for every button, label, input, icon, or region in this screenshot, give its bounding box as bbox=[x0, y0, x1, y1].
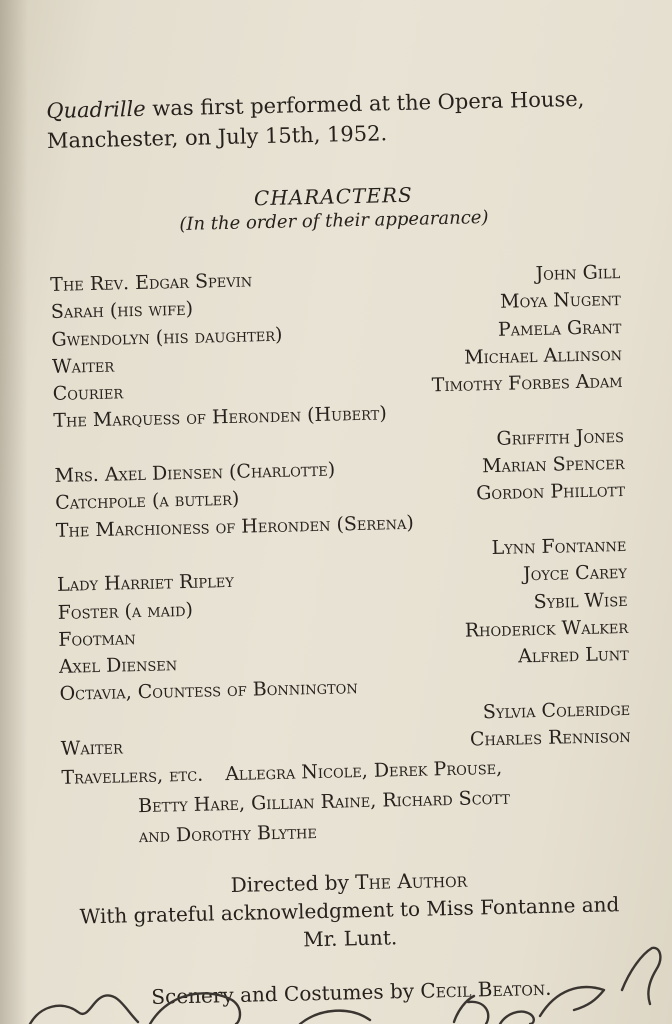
role: Waiter bbox=[51, 354, 115, 378]
actor bbox=[623, 395, 624, 422]
acknowledgment: With grateful acknowledgment to Miss Fontanne and Mr. Lunt. bbox=[79, 891, 620, 952]
role: Catchpole (a butler) bbox=[54, 488, 240, 515]
travellers-actors-line2: Betty Hare, Gillian Raine, Richard Scott bbox=[137, 786, 511, 817]
director-name: The Author bbox=[354, 867, 468, 894]
page-gutter-shadow bbox=[0, 0, 28, 1024]
actor: Joyce Carey bbox=[522, 561, 628, 586]
role: Footman bbox=[58, 626, 136, 651]
credits bbox=[64, 862, 637, 1013]
director-prefix: Directed by bbox=[230, 869, 356, 897]
characters-heading: CHARACTERS bbox=[253, 182, 413, 211]
actor: Michael Allinson bbox=[463, 342, 623, 369]
premiere-text: was first performed at the Opera House, Manchester, on July 15th, 1952. bbox=[46, 86, 585, 153]
role: Gwendolyn (his daughter) bbox=[51, 323, 283, 351]
actor: Sybil Wise bbox=[533, 588, 628, 613]
actor: Pamela Grant bbox=[497, 315, 622, 341]
designer-prefix: Scenery and Costumes by bbox=[151, 978, 421, 1009]
actor: Marian Spencer bbox=[481, 452, 625, 478]
cast-list bbox=[50, 259, 633, 852]
characters-subheading: (In the order of their appearance) bbox=[179, 206, 489, 236]
actor bbox=[629, 668, 630, 695]
role: Lady Harriet Ripley bbox=[56, 570, 235, 597]
actor: Moya Nugent bbox=[499, 288, 622, 314]
actor bbox=[625, 505, 626, 532]
play-title: Quadrille bbox=[46, 96, 146, 123]
role: Sarah (his wife) bbox=[50, 298, 194, 324]
travellers-actors-line3: and Dorothy Blythe bbox=[138, 820, 318, 847]
designer-credit bbox=[66, 971, 636, 1012]
premiere-note bbox=[46, 83, 617, 156]
actor: Sylvia Coleridge bbox=[482, 697, 631, 723]
actor: John Gill bbox=[535, 261, 621, 285]
actor: Timothy Forbes Adam bbox=[431, 370, 623, 397]
role: Waiter bbox=[60, 736, 124, 760]
actor: Alfred Lunt bbox=[517, 643, 630, 668]
actor: Griffith Jones bbox=[496, 424, 625, 450]
role: The Marquess of Heronden (Hubert) bbox=[53, 402, 388, 433]
role: The Marchioness of Heronden (Serena) bbox=[55, 511, 415, 542]
actor: Lynn Fontanne bbox=[491, 533, 627, 559]
actor: Charles Rennison bbox=[469, 724, 631, 751]
role: Octavia, Countess of Bonnington bbox=[59, 676, 358, 706]
role: The Rev. Edgar Spevin bbox=[50, 269, 253, 296]
signature-text: Moya bbox=[560, 990, 563, 991]
page-content bbox=[46, 83, 637, 1012]
actor: Gordon Phillott bbox=[475, 479, 626, 505]
travellers-role: Travellers, etc. bbox=[61, 763, 204, 790]
designer-name: Cecil Beaton. bbox=[420, 975, 552, 1003]
role: Foster (a maid) bbox=[57, 598, 194, 624]
actor: Rhoderick Walker bbox=[464, 615, 629, 642]
role: Mrs. Axel Diensen (Charlotte) bbox=[54, 458, 336, 487]
travellers-actors-line1: Allegra Nicole, Derek Prouse, bbox=[224, 757, 503, 786]
role: Courier bbox=[52, 381, 124, 406]
role: Axel Diensen bbox=[58, 653, 178, 679]
